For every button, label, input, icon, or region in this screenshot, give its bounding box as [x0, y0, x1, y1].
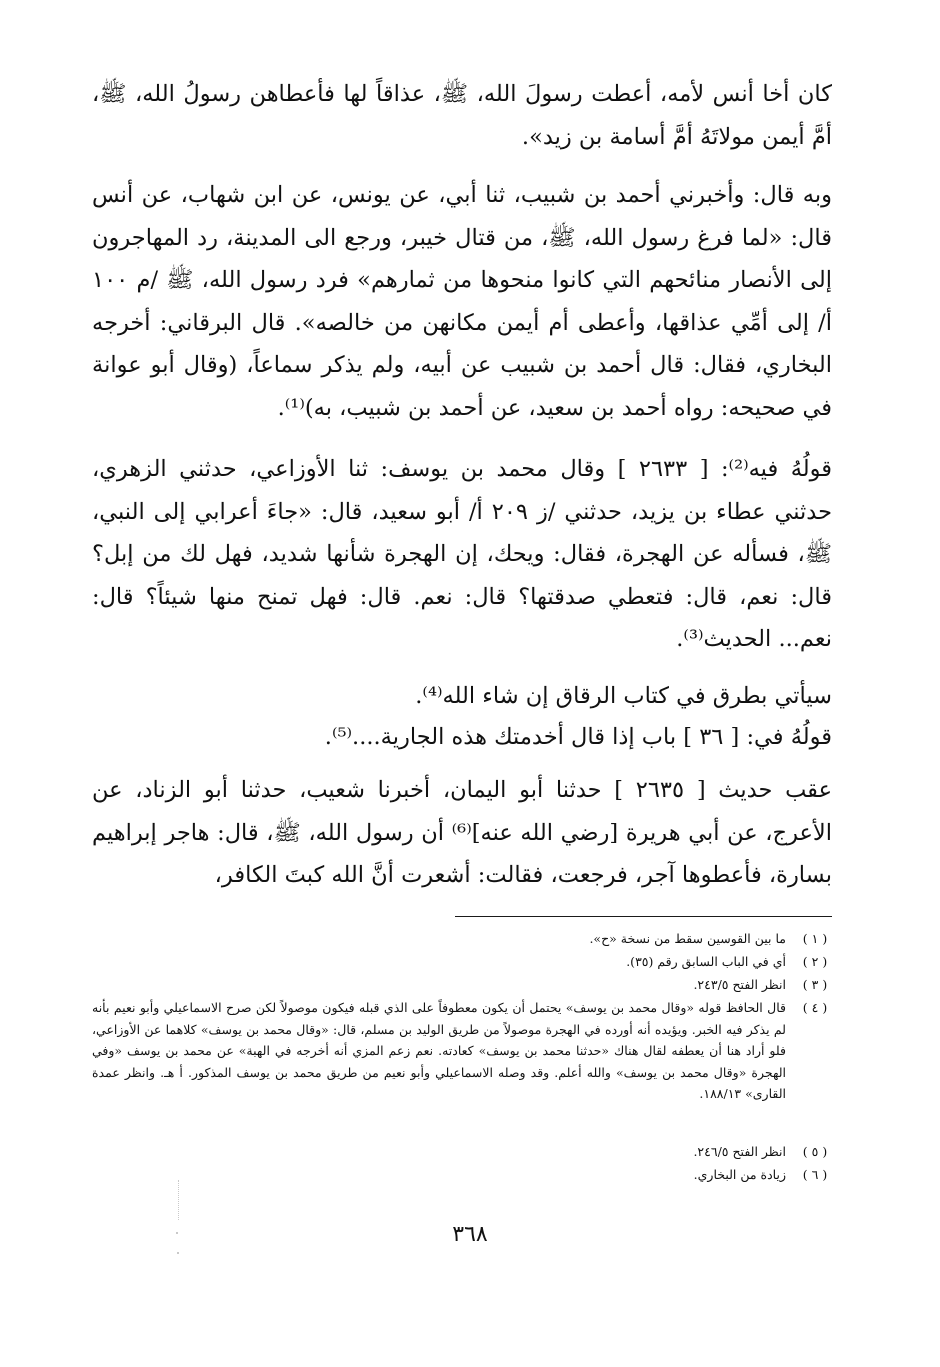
- footnote-4: [92, 997, 832, 1105]
- scan-artifact: [178, 1180, 180, 1220]
- footnote-number: ( ٢ ): [802, 954, 828, 969]
- footnote-5: [92, 1141, 832, 1163]
- footnote-1: [92, 928, 832, 950]
- paragraph-2: وبه قال: وأخبرني أحمد بن شبيب، ثنا أبي، عن يونس، عن ابن شهاب، عن أنس قال: «لما فرغ رسول الله، ﷺ، من قتال خيبر، ورجع الى المدينة، رد المهاجرون إلى الأنصار منائحهم التي كانوا منحوها من ثمارهم» فرد رسول الله، ﷺ /م ١٠٠ أ/ إلى أمِّي عذاقها، وأعطى أم أيمن مكانهن من خالصه». قال البرقاني: أخرجه البخاري، فقال: قال أحمد بن شبيب عن أبيه، ولم يذكر سماعاً، (وقال أبو عوانة في صحيحه: رواه أحمد بن سعيد، عن أحمد بن شبيب، به)⁽¹⁾.: [92, 182, 832, 421]
- footnote-number: ( ٦ ): [802, 1167, 828, 1182]
- footnote-separator: [455, 916, 832, 917]
- footnote-number: ( ١ ): [802, 931, 828, 946]
- footnote-text: ما بين القوسين سقط من نسخة «ح».: [589, 931, 786, 946]
- footnote-number: ( ٤ ): [802, 1000, 828, 1015]
- page-number: ٣٦٨: [452, 1222, 488, 1247]
- scan-speck: [177, 1252, 179, 1254]
- scan-speck: [176, 1232, 178, 1234]
- footnote-text: انظر الفتح ٢٤٣/٥.: [693, 977, 786, 992]
- footnote-text: قال الحافظ قوله «وقال محمد بن يوسف» يحتمل أن يكون معطوفاً على الذي قبله فيكون موصولاً لكن صرح الاسماعيلي وأبو نعيم بأنه لم يذكر فيه الخبر. ويؤيده أنه أورده في الهجرة موصولاً من طريق الوليد بن مسلم، قال: «وقال محمد بن يوسف» كلاهما عن الأوزاعي، فلو أراد هنا أن يعطفه لقال هناك «حدثنا محمد بن يوسف» كعادته. نعم زعم المزي أنه أخرجه في الهبة» عن محمد بن يوسف «وفي الهجرة «وقال محمد بن يوسف» والله أعلم. وقد وصله الاسماعيلي وأبو نعيم من طريق محمد بن يوسف المذكور. أ هـ. وانظر عمدة القارى» ١٨٨/١٣.: [92, 1000, 786, 1101]
- paragraph-1: كان أخا أنس لأمه، أعطت رسولَ الله، ﷺ، عذاقاً لها فأعطاهن رسولُ الله، ﷺ، أمَّ أيمن مولاتَهُ أمَّ أسامة بن زيد».: [92, 81, 832, 150]
- paragraph-4: سيأتي بطرق في كتاب الرقاق إن شاء الله⁽⁴⁾.: [415, 683, 832, 709]
- paragraph-6: عقب حديث [ ٢٦٣٥ ] حدثنا أبو اليمان، أخبرنا شعيب، حدثنا أبو الزناد، عن الأعرج، عن أبي هريرة [رضي الله عنه]⁽⁶⁾ أن رسول الله، ﷺ، قال: هاجر إبراهيم بسارة، فأعطوها آجر، فرجعت، فقالت: أشعرت أنَّ الله كبتَ الكافر،: [92, 777, 832, 889]
- footnote-text: أي في الباب السابق رقم (٣٥).: [626, 954, 786, 969]
- footnote-3: [92, 974, 832, 996]
- footnote-text: زيادة من البخاري.: [693, 1167, 786, 1182]
- footnote-6: [92, 1164, 832, 1186]
- footnote-2: [92, 951, 832, 973]
- footnote-number: ( ٥ ): [802, 1144, 828, 1159]
- paragraph-5-heading: قولُهُ في: [ ٣٦ ] باب إذا قال أخدمتك هذه الجارية....⁽⁵⁾.: [324, 724, 832, 750]
- footnote-number: ( ٣ ): [802, 977, 828, 992]
- paragraph-3: قولُهُ فيه⁽²⁾: [ ٢٦٣٣ ] وقال محمد بن يوسف: ثنا الأوزاعي، حدثني الزهري، حدثني عطاء بن يزيد، حدثني /ز ٢٠٩ أ/ أبو سعيد، قال: «جاءَ أعرابي إلى النبي، ﷺ، فسأله عن الهجرة، فقال: ويحك، إن الهجرة شأنها شديد، فهل لك من إبل؟ قال: نعم، قال: فتعطي صدقتها؟ قال: نعم. قال: فهل تمنح منها شيئاً؟ قال: نعم... الحديث⁽³⁾.: [92, 456, 832, 653]
- footnote-text: انظر الفتح ٢٤٦/٥.: [693, 1144, 786, 1159]
